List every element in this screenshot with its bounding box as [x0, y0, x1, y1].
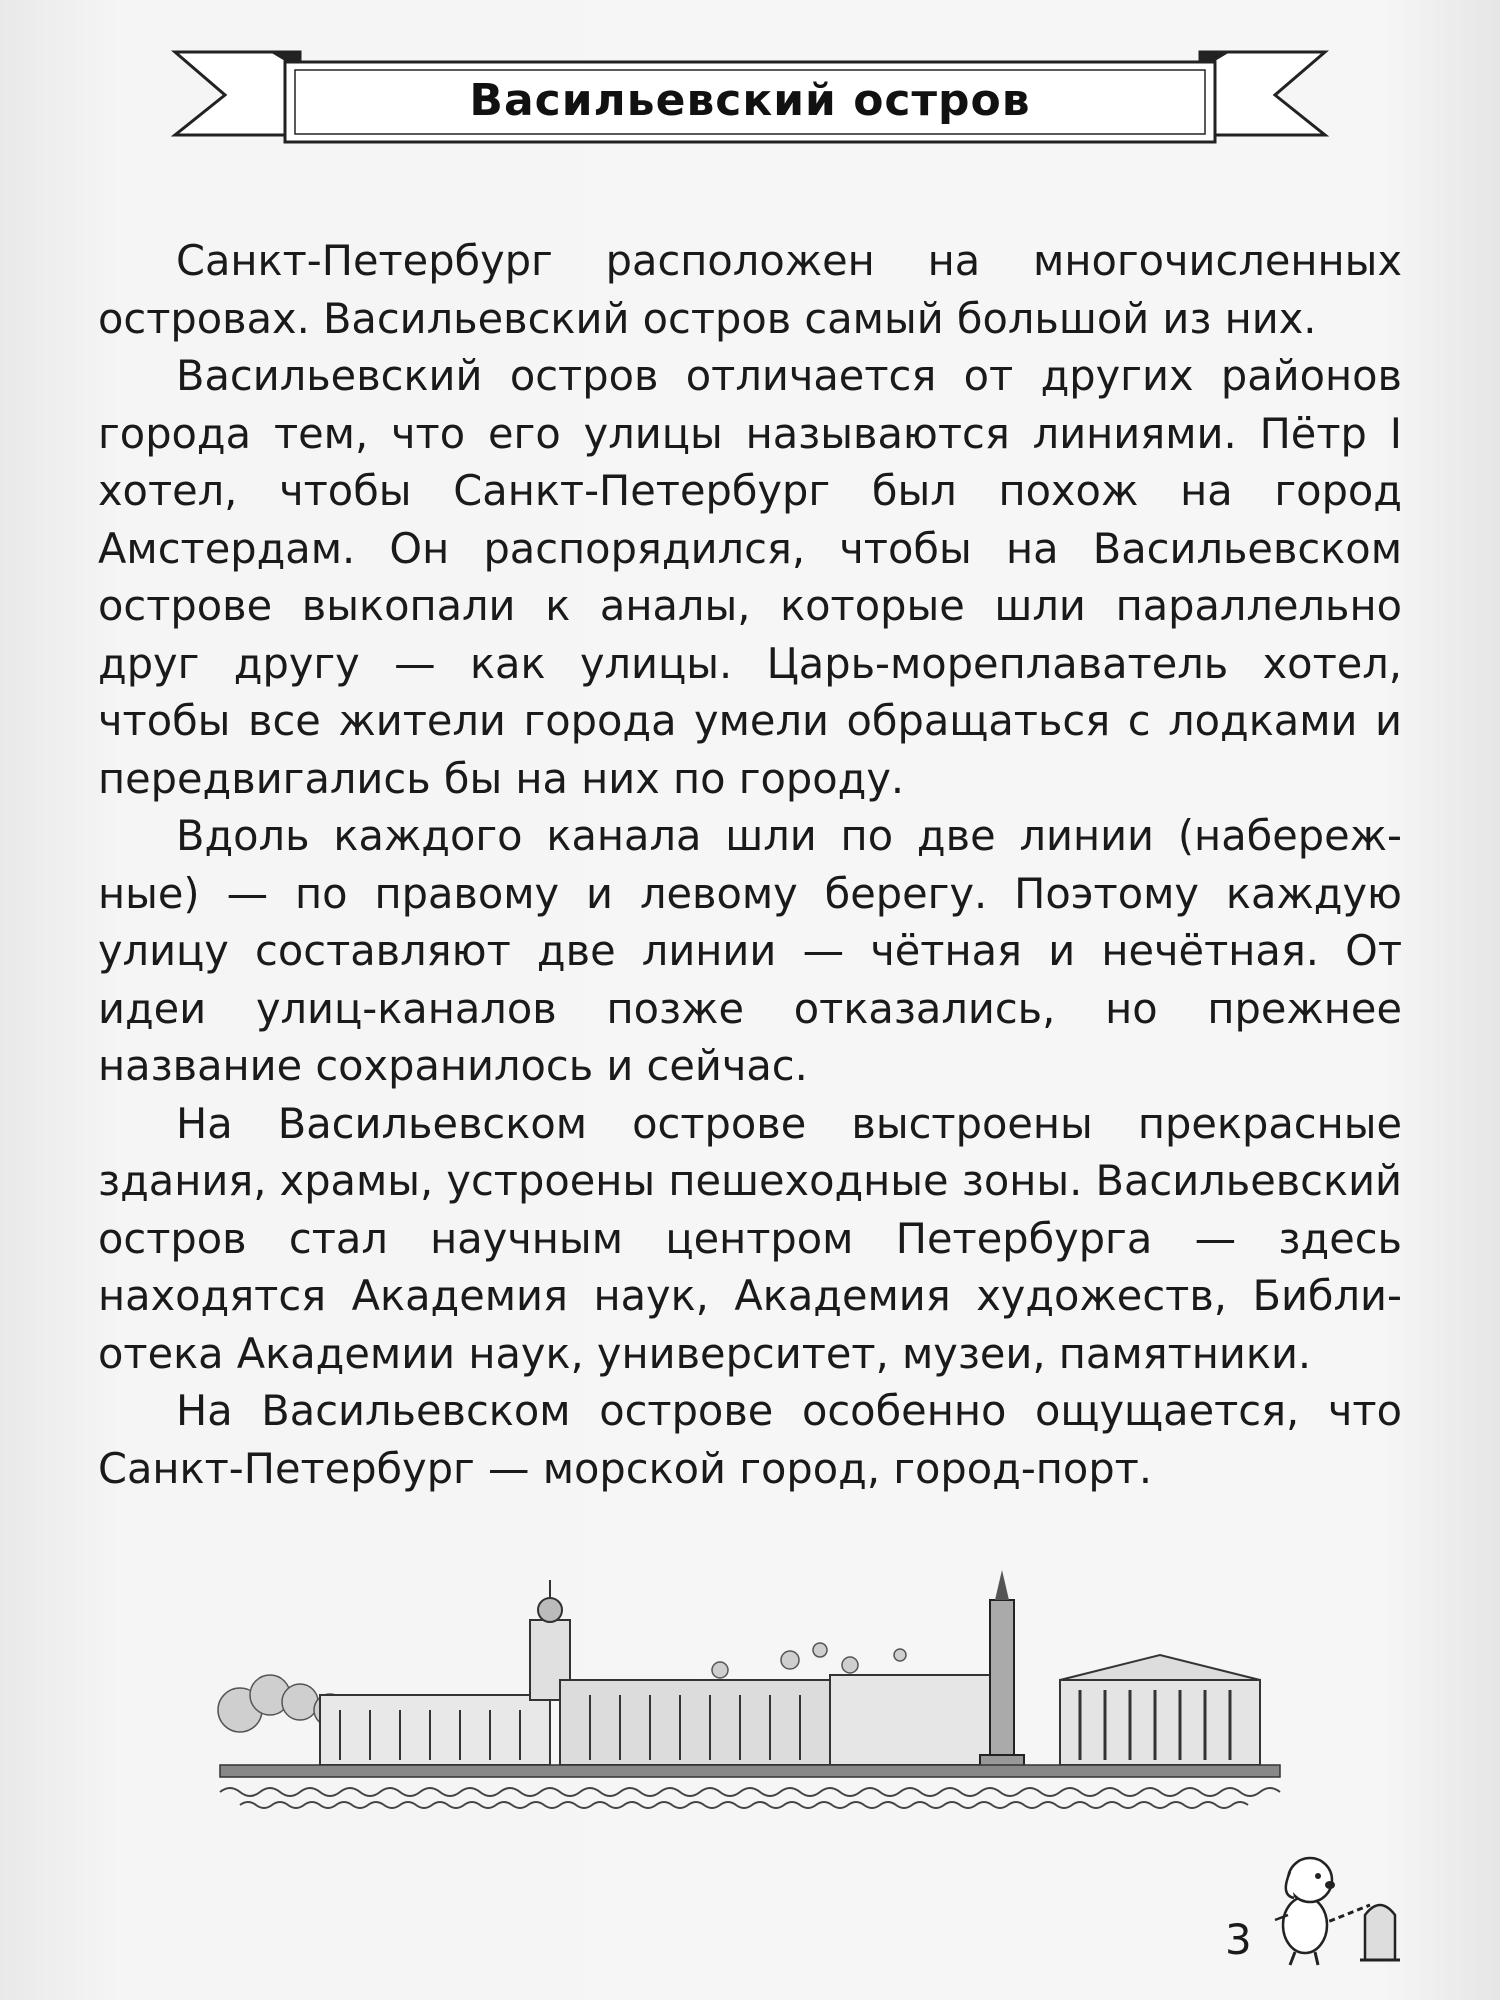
- paragraph: Санкт-Петербург расположен на многочисленных островах. Васильевский остров самый большой из них.: [98, 236, 1402, 343]
- paragraph: Васильевский остров отличается от других районов города тем, что его улицы называются линиями. Пётр I хотел, чтобы Санкт-Петербург был похож на город Амстердам. Он распорядился, чтобы на Васильевском острове выкопали к аналы, которые шли параллельно друг другу — как улицы. Царь-мореплаватель хотел, чтобы все жители города умели обращаться с лодками и передвигались бы на них по городу.: [98, 351, 1402, 803]
- article-body: [98, 232, 1402, 1497]
- paragraph: На Васильевском острове выстроены прекрасные здания, храмы, устроены пешеходные зоны. Васильевский остров стал научным центром Петербурга — здесь находятся Академия наук, Академия художеств, Библиотека Академии наук, университет, музеи, памятники.: [98, 1098, 1403, 1378]
- page-number: 3: [1225, 1915, 1252, 1964]
- paragraph: На Васильевском острове особенно ощущается, что Санкт-Петербург — морской город, город-порт.: [98, 1386, 1402, 1493]
- page-title: Васильевский остров: [469, 74, 1031, 126]
- title-ribbon: [170, 40, 1330, 160]
- paragraph: Вдоль каждого канала шли по две линии (набережные) — по правому и левому берегу. Поэтому каждую улицу составляют две линии — чётная и нечётная. От идеи улиц-каналов позже отказались, но прежнее название сохранилось и сейчас.: [98, 811, 1402, 1090]
- city-embankment-illustration: [200, 1560, 1300, 1810]
- dog-mascot-icon: [1260, 1810, 1420, 1970]
